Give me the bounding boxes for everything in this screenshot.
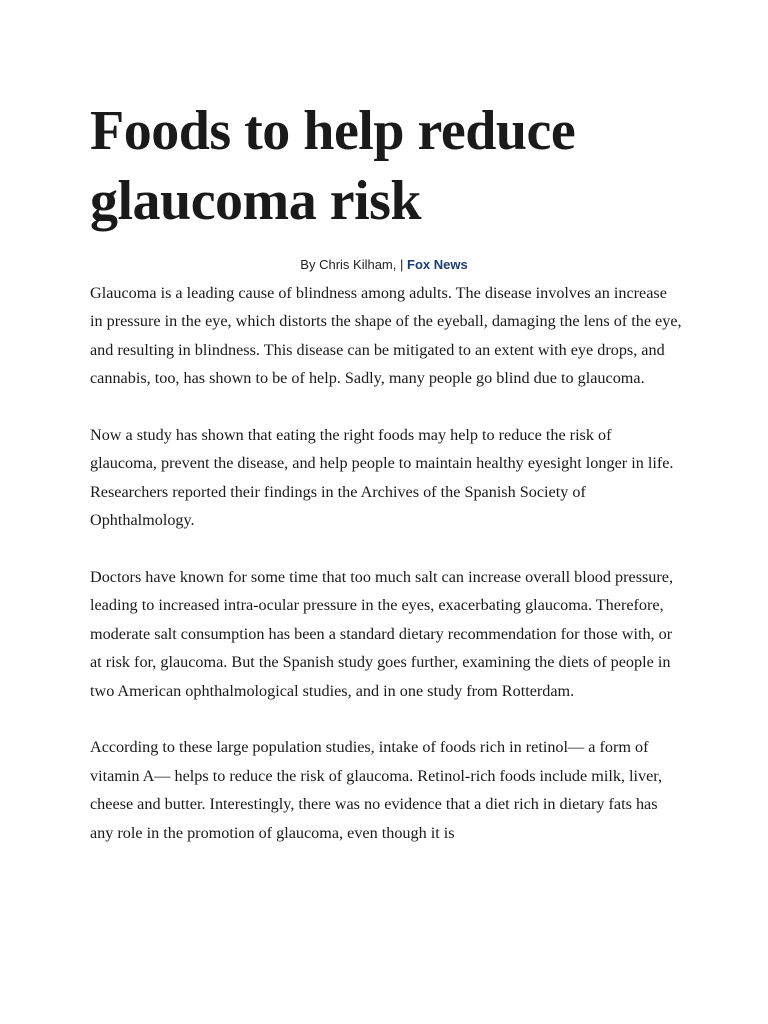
article-body [90,279,682,875]
article-paragraph-1: Glaucoma is a leading cause of blindness among adults. The disease involves an increase in pressure in the eye, which distorts the shape of the eyeball, damaging the lens of the eye, and resulting in blindness. This disease can be mitigated to an extent with eye drops, and cannabis, too, has shown to be of help. Sadly, many people go blind due to glaucoma. [90,284,682,388]
article-headline: Foods to help reduce glaucoma risk [90,100,576,232]
article-paragraph-4: According to these large population studies, intake of foods rich in retinol— a form of vitamin A— helps to reduce the risk of glaucoma. Retinol-rich foods include milk, liver, cheese and butter. Interestingly, there was no evidence that a diet rich in dietary fats has any role in the promotion of glaucoma, even though it is [90,738,663,842]
article-paragraph-2: Now a study has shown that eating the right foods may help to reduce the risk of glaucoma, prevent the disease, and help people to maintain healthy eyesight longer in life. Researchers reported their findings in the Archives of the Spanish Society of Ophthalmology. [90,426,674,530]
byline-author: By Chris Kilham, | [300,257,404,272]
byline-source-link[interactable]: Fox News [407,257,468,272]
article-paragraph-3: Doctors have known for some time that too much salt can increase overall blood pressure, leading to increased intra-ocular pressure in the eyes, exacerbating glaucoma. Therefore, moderate salt consumption has been a standard dietary recommendation for those with, or at risk for, glaucoma. But the Spanish study goes further, examining the diets of people in two American ophthalmological studies, and in one study from Rotterdam. [90,568,674,700]
article-byline [0,256,768,274]
